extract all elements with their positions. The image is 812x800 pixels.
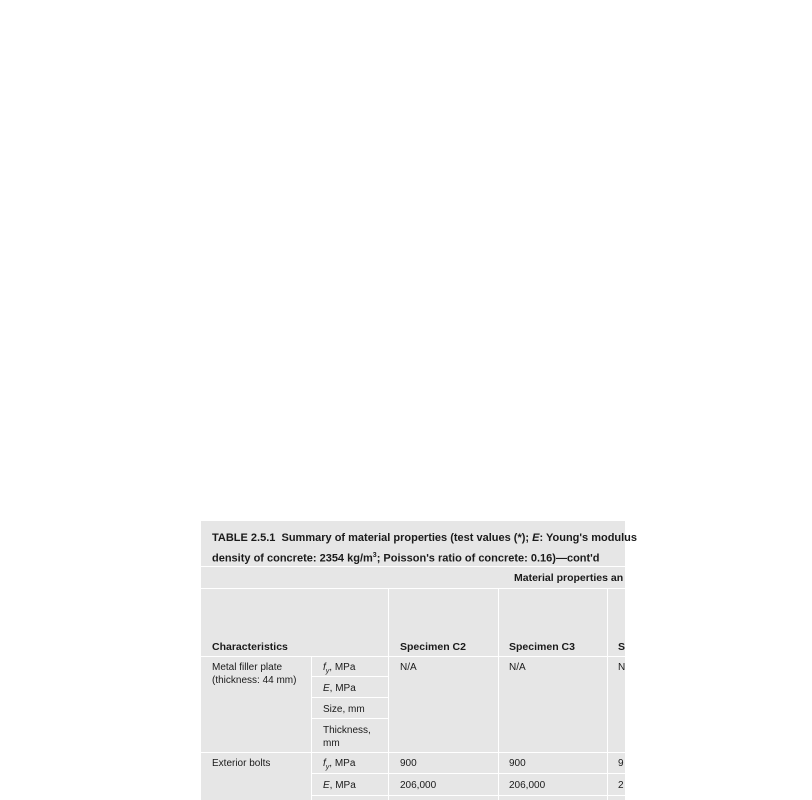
col-header-specimen-c2: Specimen C2	[400, 641, 466, 653]
rule-below-group-header	[201, 588, 625, 589]
col-header-characteristics: Characteristics	[212, 641, 288, 653]
caption-text-2a: density of concrete: 2354 kg/m	[212, 552, 373, 565]
caption-text-1a: Summary of material properties (test values (*);	[281, 532, 533, 544]
mf-thickness-line1: Thickness,	[323, 725, 371, 736]
eb-fy-c4-partial: 9	[618, 758, 624, 769]
table-label: TABLE 2.5.1	[212, 532, 276, 544]
row-label-metal-filler	[212, 661, 296, 687]
mf-fy-unit: , MPa	[329, 662, 356, 673]
mf-c4-value-partial: N	[618, 662, 626, 673]
rule-mf-3	[311, 718, 388, 719]
eb-e-unit: , MPa	[329, 780, 356, 791]
material-properties-table	[201, 521, 638, 800]
eb-e-c4-partial: 2	[618, 780, 624, 791]
caption-line-2	[212, 547, 812, 568]
mf-thickness-label	[323, 724, 371, 750]
eb-e-c3: 206,000	[509, 780, 546, 791]
mf-fy-label	[323, 661, 355, 678]
eb-fy-c2: 900	[400, 758, 417, 769]
mf-c2-value: N/A	[400, 662, 417, 673]
rule-below-metal-filler	[201, 752, 625, 753]
group-header: Material properties an	[514, 572, 624, 584]
mf-thickness-line2: mm	[323, 738, 340, 749]
eb-fy-label	[323, 757, 355, 774]
caption-text-2b: ; Poisson's ratio of concrete: 0.16)—cont'd	[376, 552, 600, 565]
mf-fy-sub: y	[325, 668, 330, 675]
rule-below-caption	[201, 566, 625, 567]
col-divider-3	[607, 588, 608, 800]
caption-text-1b: : Young's modulus	[539, 532, 638, 544]
mf-e-label	[323, 682, 356, 695]
rule-below-column-headers	[201, 656, 625, 657]
eb-e-c2: 206,000	[400, 780, 437, 791]
mf-fy-symbol: f	[323, 662, 326, 673]
table-caption	[212, 530, 812, 568]
eb-fy-symbol: f	[323, 758, 326, 769]
caption-e-symbol: E	[532, 532, 540, 544]
row-label-metal-filler-line1: Metal filler plate	[212, 662, 283, 673]
rule-mf-2	[311, 697, 388, 698]
eb-e-symbol: E	[323, 780, 330, 791]
mf-e-symbol: E	[323, 683, 330, 694]
eb-fy-sub: y	[325, 764, 330, 771]
mf-c3-value: N/A	[509, 662, 526, 673]
col-divider-1	[388, 588, 389, 800]
eb-fy-c3: 900	[509, 758, 526, 769]
row-label-metal-filler-line2: (thickness: 44 mm)	[212, 675, 297, 686]
col-header-specimen-c4-partial: S	[618, 641, 626, 653]
col-header-specimen-c3: Specimen C3	[509, 641, 575, 653]
caption-line-1	[212, 530, 812, 547]
mf-e-unit: , MPa	[329, 683, 356, 694]
subcol-divider	[311, 656, 312, 800]
rule-eb-2	[311, 795, 625, 796]
eb-e-label	[323, 779, 356, 792]
row-label-exterior-bolts: Exterior bolts	[212, 758, 271, 769]
rule-eb-1	[311, 773, 625, 774]
caption-superscript: 3	[372, 552, 377, 559]
mf-size-label: Size, mm	[323, 704, 365, 715]
col-divider-2	[498, 588, 499, 800]
eb-fy-unit: , MPa	[329, 758, 356, 769]
